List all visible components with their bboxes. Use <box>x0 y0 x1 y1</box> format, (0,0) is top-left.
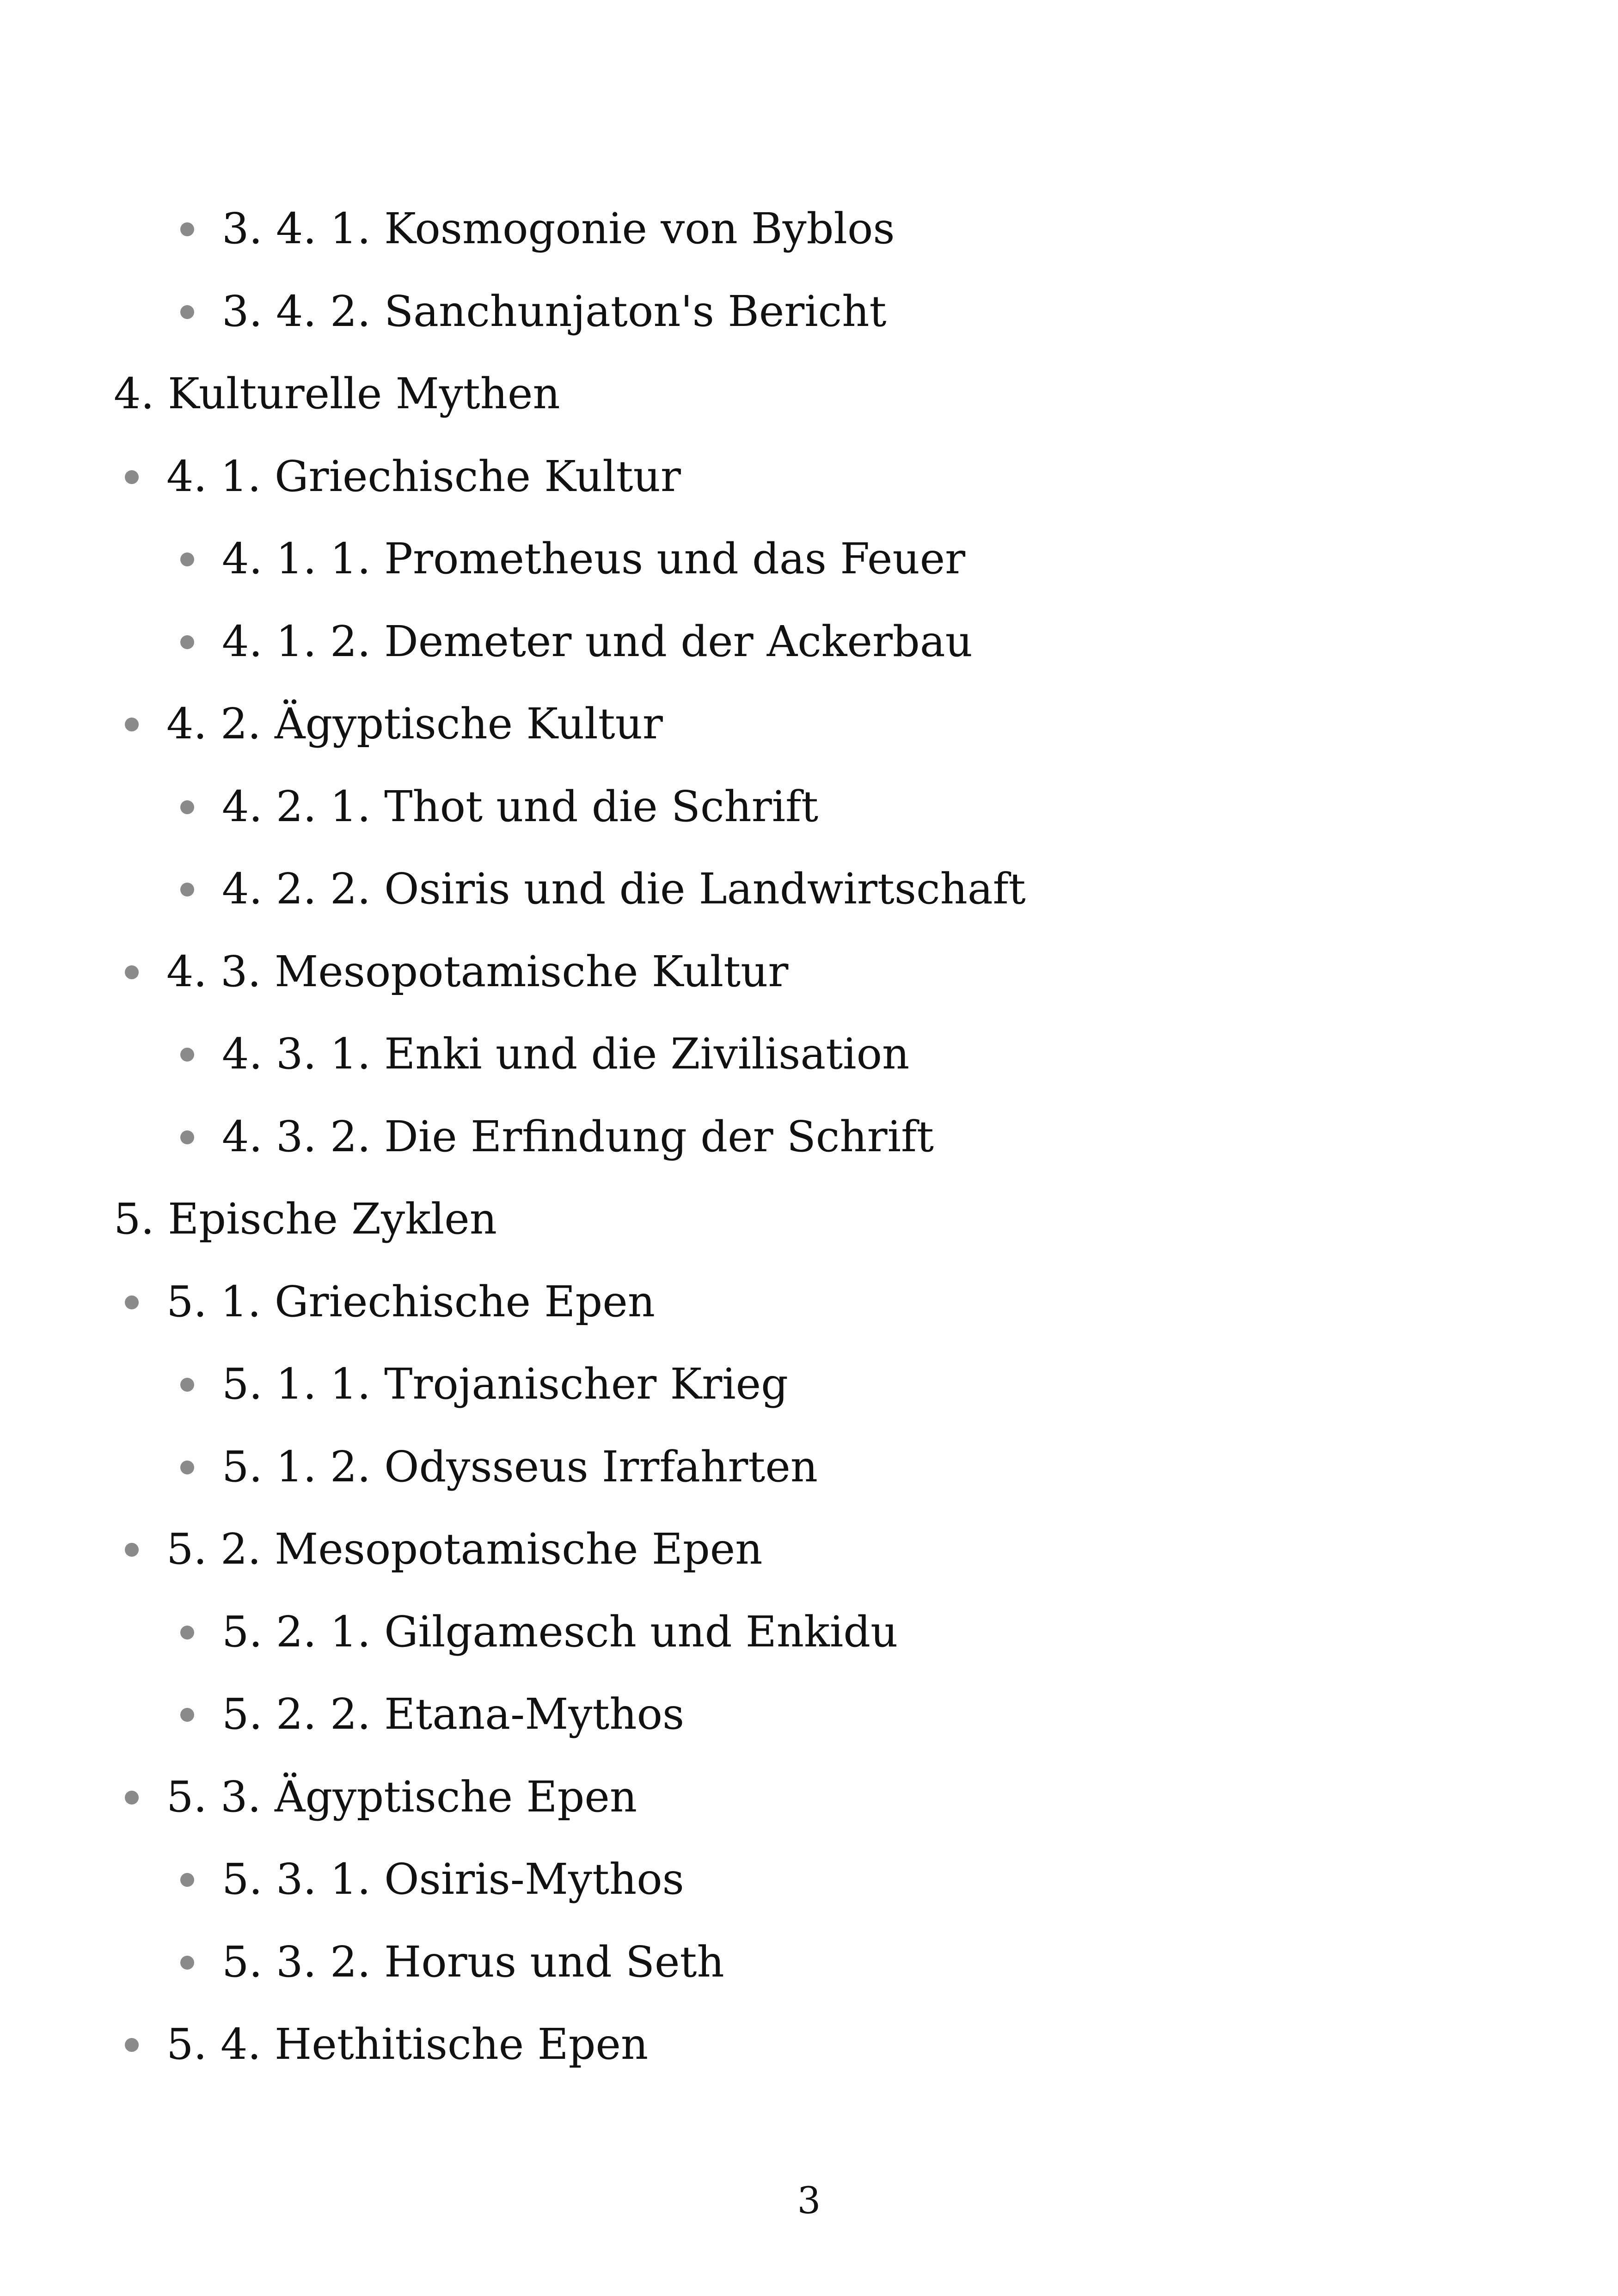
toc-entry-label: 5. 2. 1. Gilgamesch und Enkidu <box>222 1607 898 1657</box>
toc-entry-level-2 <box>125 1519 762 1579</box>
bullet-icon <box>180 222 194 236</box>
toc-entry-label: 5. 2. 2. Etana-Mythos <box>222 1689 685 1739</box>
toc-entry-level-2 <box>125 2014 648 2075</box>
toc-entry-level-3 <box>180 282 886 342</box>
toc-entry-level-3 <box>180 1602 898 1662</box>
toc-entry-label: 5. 3. 2. Horus und Seth <box>222 1937 724 1987</box>
page-number: 3 <box>797 2179 821 2222</box>
toc-entry-label: 3. 4. 1. Kosmogonie von Byblos <box>222 204 895 253</box>
bullet-icon <box>180 1956 194 1970</box>
toc-entry-level-3 <box>180 1107 934 1167</box>
bullet-icon <box>180 800 194 814</box>
toc-entry-level-2 <box>125 1272 655 1332</box>
toc-entry-label: 5. 1. Griechische Epen <box>166 1277 656 1326</box>
bullet-icon <box>180 1378 194 1392</box>
toc-entry-label: 4. 1. 1. Prometheus und das Feuer <box>222 534 966 583</box>
toc-entry-label: 5. 2. Mesopotamische Epen <box>166 1524 763 1574</box>
bullet-icon <box>125 718 139 731</box>
toc-entry-label: 5. 1. 2. Odysseus Irrfahrten <box>222 1442 818 1492</box>
toc-entry-label: 5. 1. 1. Trojanischer Krieg <box>222 1359 788 1409</box>
toc-entry-level-3 <box>180 1354 788 1414</box>
bullet-icon <box>180 553 194 566</box>
bullet-icon <box>180 1626 194 1639</box>
bullet-icon <box>180 883 194 896</box>
bullet-icon <box>125 470 139 484</box>
toc-entry-level-3 <box>180 1849 684 1909</box>
toc-entry-label: 4. 1. Griechische Kultur <box>166 452 681 501</box>
toc-entry-level-3 <box>180 1437 818 1497</box>
bullet-icon <box>125 1791 139 1805</box>
toc-entry-label: 4. 2. 1. Thot und die Schrift <box>222 782 819 831</box>
bullet-icon <box>180 1048 194 1062</box>
bullet-icon <box>180 1461 194 1474</box>
bullet-icon <box>125 965 139 979</box>
toc-entry-label: 3. 4. 2. Sanchunjaton's Bericht <box>222 287 887 336</box>
toc-entry-label: 4. 3. 2. Die Erfindung der Schrift <box>222 1112 934 1161</box>
toc-entry-level-2 <box>125 694 663 754</box>
toc-entry-label: 4. 1. 2. Demeter und der Ackerbau <box>222 617 973 666</box>
toc-entry-level-1 <box>114 364 560 424</box>
bullet-icon <box>125 2038 139 2052</box>
toc-entry-level-3 <box>180 529 965 589</box>
toc-entry-level-3 <box>180 199 895 259</box>
bullet-icon <box>180 1130 194 1144</box>
toc-entry-level-2 <box>125 1767 637 1827</box>
toc-entry-label: 5. Epische Zyklen <box>114 1194 497 1244</box>
toc-entry-level-2 <box>125 942 788 1002</box>
bullet-icon <box>180 635 194 649</box>
bullet-icon <box>125 1543 139 1557</box>
toc-entry-level-3 <box>180 777 818 837</box>
toc-entry-level-3 <box>180 1024 909 1084</box>
toc-entry-label: 5. 3. 1. Osiris-Mythos <box>222 1854 684 1904</box>
toc-entry-label: 4. Kulturelle Mythen <box>114 369 560 418</box>
toc-entry-level-3 <box>180 1932 724 1992</box>
toc-entry-label: 4. 3. 1. Enki und die Zivilisation <box>222 1029 910 1079</box>
toc-entry-level-3 <box>180 612 973 672</box>
bullet-icon <box>180 305 194 319</box>
toc-entry-level-2 <box>125 447 681 507</box>
toc-entry-level-1 <box>114 1189 497 1249</box>
bullet-icon <box>125 1295 139 1309</box>
toc-entry-level-3 <box>180 1684 684 1744</box>
toc-entry-label: 5. 3. Ägyptische Epen <box>166 1772 637 1822</box>
bullet-icon <box>180 1873 194 1887</box>
bullet-icon <box>180 1708 194 1722</box>
toc-entry-level-3 <box>180 859 1026 919</box>
toc-entry-label: 4. 2. Ägyptische Kultur <box>166 699 663 749</box>
toc-entry-label: 5. 4. Hethitische Epen <box>166 2020 649 2069</box>
toc-entry-label: 4. 2. 2. Osiris und die Landwirtschaft <box>222 864 1026 914</box>
toc-entry-label: 4. 3. Mesopotamische Kultur <box>166 947 789 996</box>
